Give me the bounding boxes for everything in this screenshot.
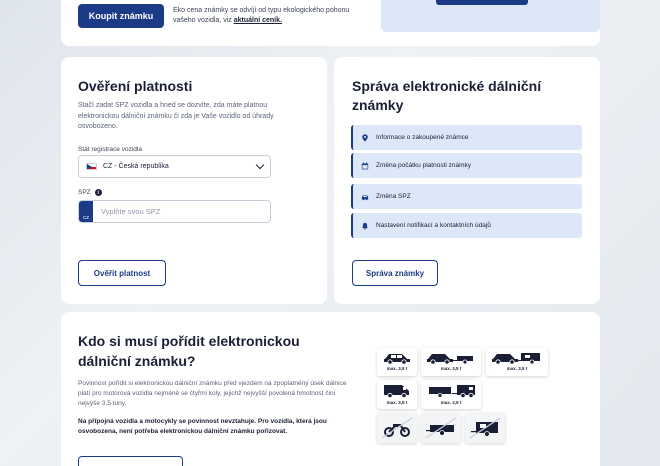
- more-info-button[interactable]: [78, 456, 183, 466]
- mgmt-item-notifications[interactable]: [351, 213, 582, 238]
- car-icon: [361, 193, 369, 201]
- vehicle-tile-caravan: [465, 413, 505, 443]
- trailer-icon: [424, 416, 458, 440]
- motorcycle-icon: [380, 416, 414, 440]
- validity-card: [61, 57, 327, 304]
- spz-label-row: [78, 189, 102, 196]
- validity-description: Stačí zadat SPZ vozidla a hned se dozvíte, zda máte platnou elektronickou dálniční známku či zda je Vaše vozidlo od úhrady osvobozeno.: [78, 102, 274, 130]
- car-with-caravan-icon: [490, 351, 544, 365]
- info-icon[interactable]: i: [95, 189, 102, 196]
- vehicle-tile-car-with-trailer: [421, 348, 481, 376]
- promo-button[interactable]: [436, 0, 528, 5]
- mgmt-item-label: Nastavení notifikací a kontaktních údajů: [376, 222, 491, 229]
- vehicle-tile-van: [377, 380, 417, 409]
- van-with-trailer-icon: [425, 383, 477, 399]
- country-value: CZ - Česká republika: [103, 163, 169, 170]
- buy-vignette-button[interactable]: Koupit známku: [78, 4, 164, 28]
- mgmt-item-label: Změna SPZ: [376, 193, 411, 200]
- vehicle-tile-car: [377, 348, 417, 376]
- calendar-icon: [361, 162, 369, 170]
- management-title: Správa elektronické dálniční známky: [352, 78, 542, 113]
- vehicle-caption: max. 3,5 t: [506, 366, 528, 371]
- validity-title: Ověření platnosti: [78, 78, 193, 94]
- who-note: Na přípojná vozidla a motocykly se povinnost nevztahuje. Pro vozidla, která jsou osvobozena, není potřeba elektronickou dálniční známku pořizovat.: [78, 418, 327, 435]
- management-card: [334, 57, 600, 304]
- country-select[interactable]: [78, 155, 271, 178]
- vehicle-caption: max. 3,5 t: [440, 366, 462, 371]
- spz-input[interactable]: [93, 207, 263, 216]
- mgmt-item-change-spz[interactable]: [351, 184, 582, 209]
- promo-panel: [381, 0, 600, 32]
- car-with-trailer-icon: [425, 351, 477, 365]
- van-icon: [382, 383, 412, 399]
- price-list-link[interactable]: aktuální ceník.: [233, 17, 282, 24]
- who-description: Povinnost pořídit si elektronickou dálniční známku před vjezdem na zpoplatněný úsek dálnice platí pro motorová vozidla nejméně se čtyřmi koly, jejichž nejvyšší povolená hmotnost činí nejvýše 3,5 tuny.: [78, 380, 347, 407]
- vehicle-tile-trailer: [421, 413, 461, 443]
- buy-card: [61, 0, 600, 46]
- price-note-text: Eko cena známky se odvíjí od typu ekologického pohonu vašeho vozidla, viz: [173, 7, 350, 24]
- country-label: Stát registrace vozidla: [78, 146, 142, 153]
- vehicle-caption: max. 3,5 t: [386, 366, 408, 371]
- eu-plate-strip: CZ: [79, 201, 93, 222]
- vehicle-caption: max. 3,5 t: [386, 400, 408, 405]
- vehicle-caption: max. 3,5 t: [440, 400, 462, 405]
- bell-icon: [361, 222, 369, 230]
- caravan-icon: [468, 416, 502, 440]
- czech-flag-icon: [86, 163, 97, 170]
- who-title: Kdo si musí pořídit elektronickou dálniční známku?: [78, 333, 300, 369]
- who-must-buy-card: [61, 312, 600, 466]
- vehicle-tile-motorcycle: [377, 413, 417, 443]
- manage-vignette-button[interactable]: Správa známky: [352, 260, 438, 286]
- car-icon: [382, 351, 412, 365]
- spz-field: [78, 200, 271, 223]
- verify-validity-button[interactable]: Ověřit platnost: [78, 260, 166, 286]
- mgmt-item-info[interactable]: [351, 125, 582, 150]
- mgmt-item-label: Informace o zakoupené známce: [376, 134, 469, 141]
- mgmt-item-label: Změna počátku platnosti známky: [376, 162, 472, 169]
- spz-label: SPZ: [78, 189, 91, 196]
- vehicle-tile-car-with-caravan: [486, 348, 548, 376]
- chevron-down-icon: [256, 161, 264, 169]
- vehicle-tile-van-with-trailer: [421, 380, 481, 409]
- location-pin-icon: [361, 134, 369, 142]
- price-note: [173, 6, 353, 26]
- mgmt-item-validity-start[interactable]: [351, 153, 582, 178]
